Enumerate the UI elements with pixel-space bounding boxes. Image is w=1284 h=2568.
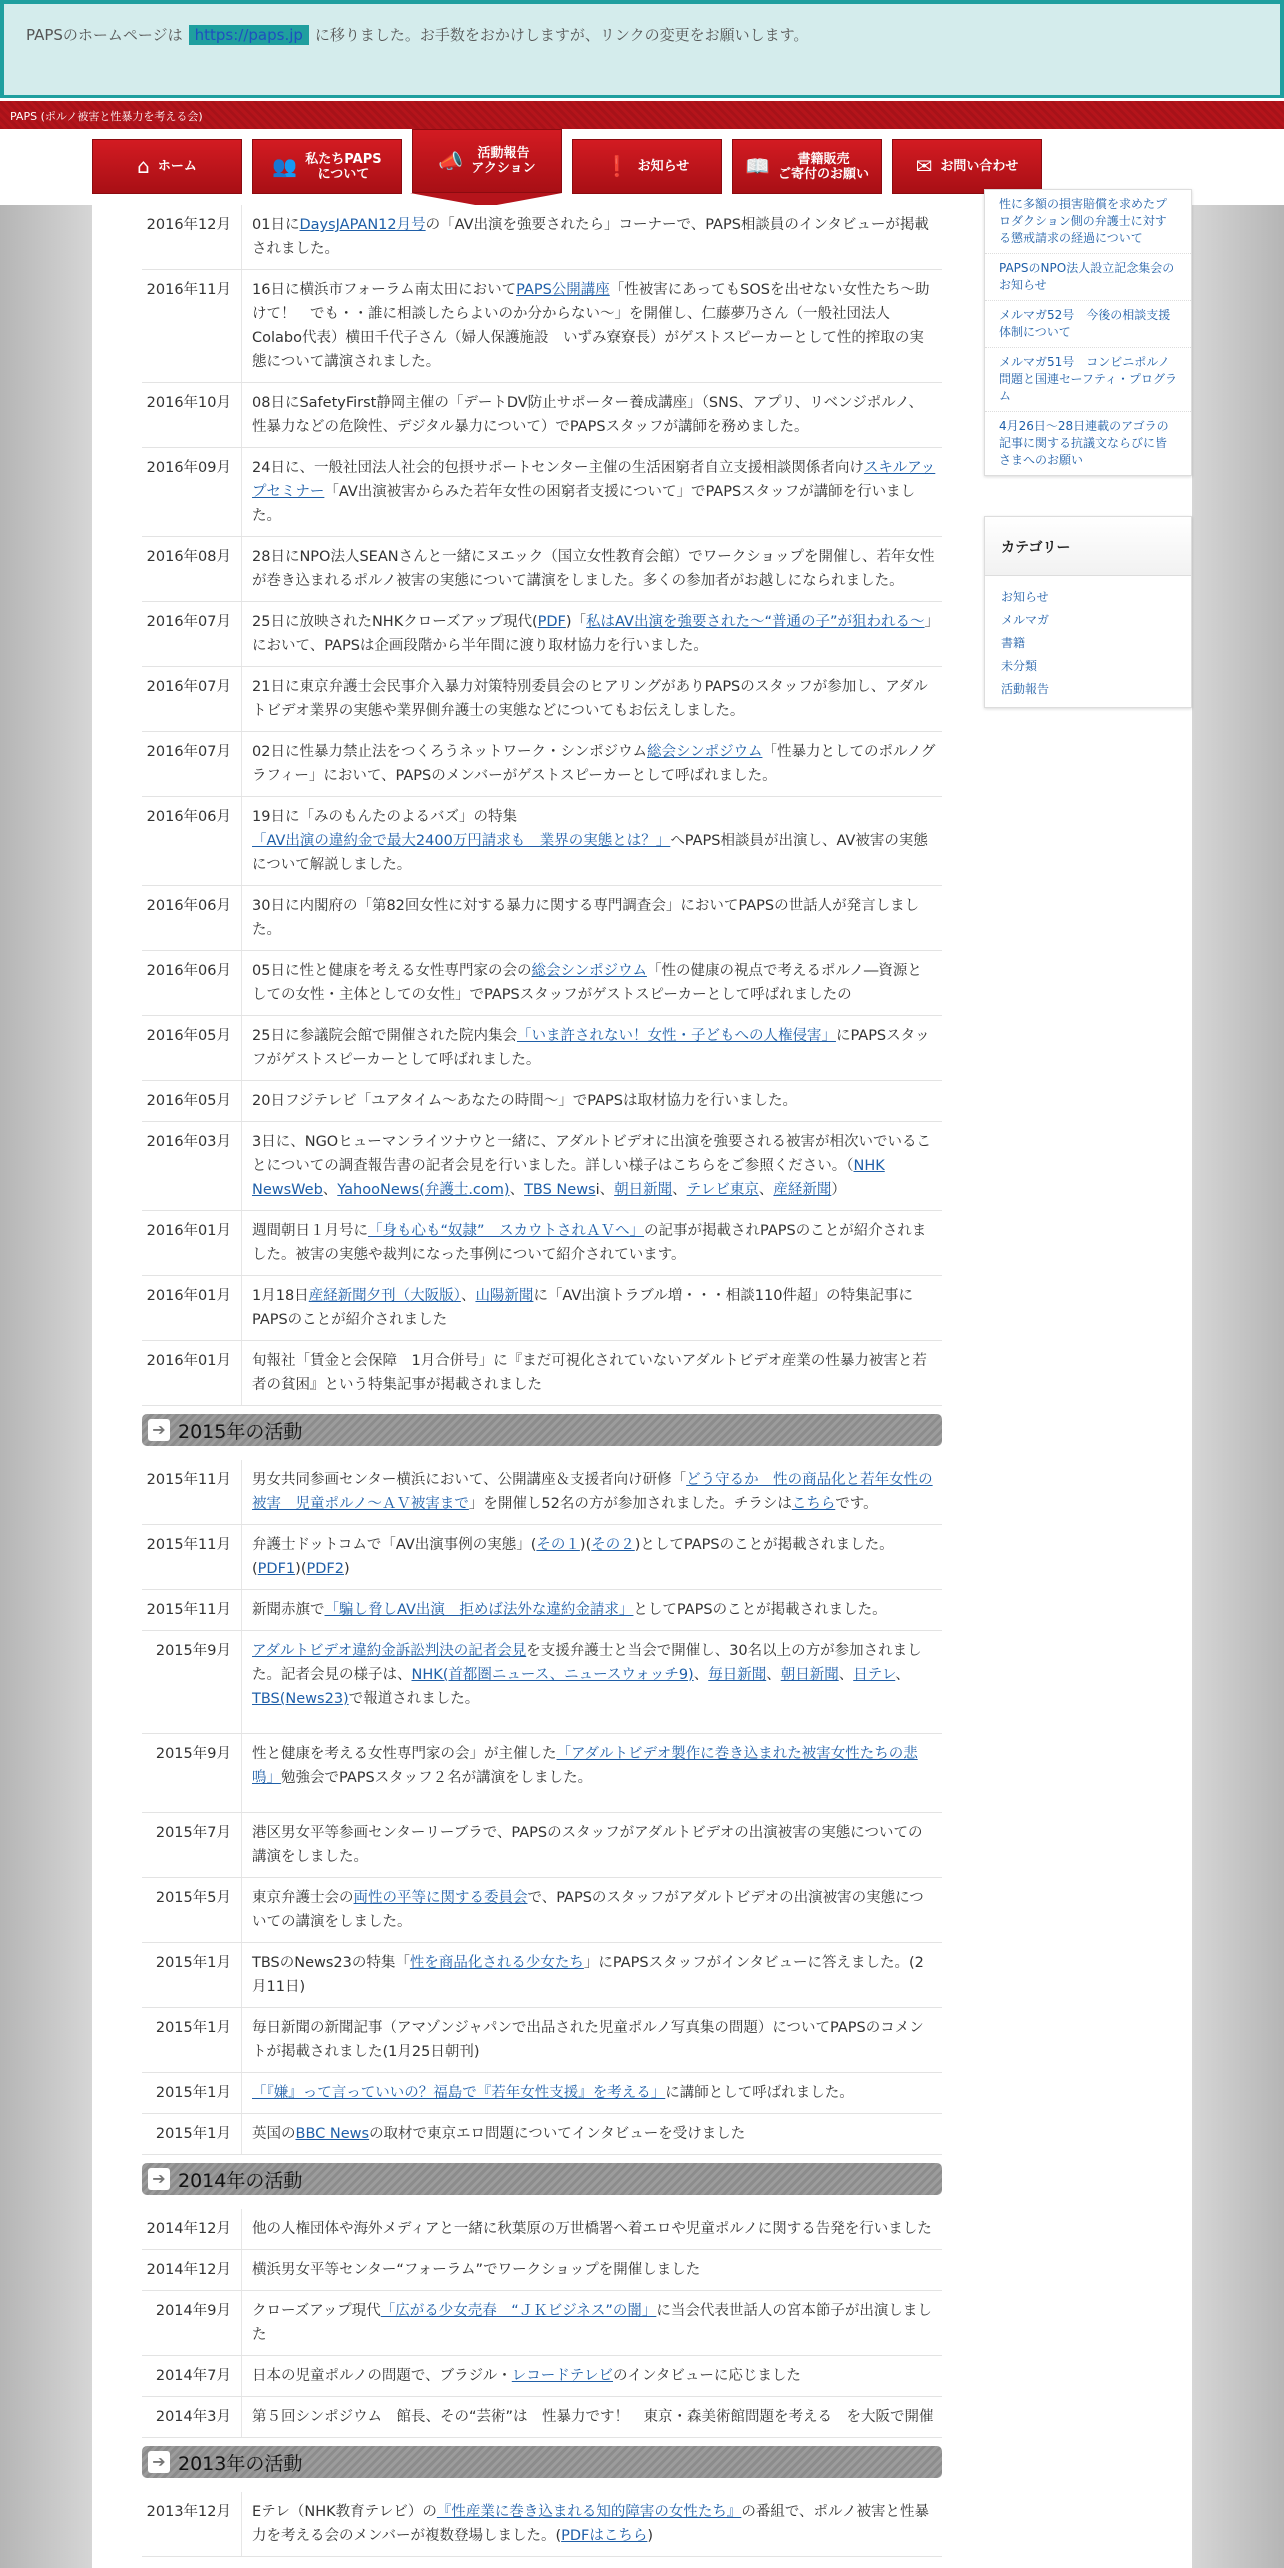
activity-row bbox=[142, 205, 942, 270]
recent-post-link[interactable]: PAPSのNPO法人設立記念集会のお知らせ bbox=[985, 254, 1191, 301]
activity-link[interactable]: 総会シンポジウム bbox=[531, 963, 647, 979]
section-heading-2014 bbox=[142, 2163, 942, 2195]
activity-text-fragment: 東京弁護士会の bbox=[252, 1890, 354, 1906]
activity-link[interactable]: PDF bbox=[537, 614, 566, 630]
activity-text-fragment: 港区男女平等参画センターリーブラで、PAPSのスタッフがアダルトビデオの出演被害の実態についての講演をしました。 bbox=[252, 1825, 923, 1865]
activity-text bbox=[242, 2008, 942, 2072]
activity-date: 2016年07月 bbox=[142, 602, 242, 666]
activity-row bbox=[142, 1122, 942, 1211]
activity-link[interactable]: BBC News bbox=[295, 2126, 370, 2142]
activity-text bbox=[242, 2250, 942, 2290]
activity-text bbox=[242, 2073, 942, 2113]
activity-date: 2015年11月 bbox=[142, 1590, 242, 1630]
activity-link[interactable]: スキルアップセミナー bbox=[252, 460, 936, 500]
activity-text-fragment: クローズアップ現代 bbox=[252, 2303, 381, 2319]
activity-row bbox=[142, 1211, 942, 1276]
redirect-notice-banner bbox=[0, 0, 1284, 98]
activity-date: 2014年3月 bbox=[142, 2397, 242, 2437]
activity-link[interactable]: PDFはこちら bbox=[561, 2528, 648, 2544]
activity-text-fragment: ) bbox=[647, 2528, 654, 2544]
arrow-right-icon: ➔ bbox=[148, 1419, 170, 1441]
activity-row bbox=[142, 732, 942, 797]
activity-text-fragment: 他の人権団体や海外メディアと一緒に秋葉原の万世橋署へ着エロや児童ポルノに関する告発を行いました bbox=[252, 2221, 932, 2237]
activity-link[interactable]: 両性の平等に関する委員会 bbox=[353, 1890, 528, 1906]
main-area bbox=[92, 197, 1192, 2568]
category-link[interactable]: メルマガ bbox=[1001, 613, 1050, 627]
activity-date: 2016年03月 bbox=[142, 1122, 242, 1210]
activity-text-fragment: 」において、PAPSは企画段階から半年間に渡り取材協力を行いました。 bbox=[252, 614, 932, 654]
activity-date: 2015年9月 bbox=[142, 1631, 242, 1733]
activity-text-fragment: 「性被害にあってもSOSを出せない女性たち～助けて！ でも・・誰に相談したらよいのか分からない～」を開催し、仁藤夢乃さん（一般社団法人 Colabo代表）横田千代子さん（婦人保護施設 いずみ寮寮長）がゲストスピーカーとして性的搾取の実態について講演されました。 bbox=[252, 282, 930, 370]
activity-text bbox=[242, 1460, 942, 1524]
activity-text-fragment: 横浜男女平等センター“フォーラム”でワークショップを開催しました bbox=[252, 2262, 701, 2278]
activity-text-fragment: Eテレ（NHK教育テレビ）の bbox=[252, 2504, 437, 2520]
activity-link[interactable]: 山陽新聞 bbox=[475, 1288, 534, 1304]
activity-text-fragment: 」にPAPSスタッフがインタビューに答えました。(2月11日) bbox=[252, 1955, 924, 1995]
nav-item-2[interactable] bbox=[252, 139, 402, 194]
activity-date: 2015年5月 bbox=[142, 1878, 242, 1942]
activity-text-fragment: 」を開催し52名の方が参加されました。チラシは bbox=[468, 1496, 792, 1512]
activity-row bbox=[142, 2397, 942, 2438]
activity-text bbox=[242, 1122, 942, 1210]
category-widget-title: カテゴリー bbox=[985, 517, 1191, 576]
activity-link[interactable]: 「身も心も“奴隷” スカウトされＡＶへ」 bbox=[368, 1223, 645, 1239]
sidebar bbox=[984, 197, 1192, 708]
activity-row bbox=[142, 2356, 942, 2397]
activity-row bbox=[142, 667, 942, 732]
activity-text-fragment: です。 bbox=[835, 1496, 878, 1512]
site-title[interactable]: PAPS (ポルノ被害と性暴力を考える会) bbox=[10, 110, 203, 123]
activity-date: 2015年1月 bbox=[142, 2073, 242, 2113]
activity-text bbox=[242, 1943, 942, 2007]
activity-row bbox=[142, 270, 942, 383]
arrow-right-icon: ➔ bbox=[148, 2451, 170, 2473]
activity-text-fragment: 02日に性暴力禁止法をつくろうネットワーク・シンポジウム bbox=[252, 744, 647, 760]
nav-item-4[interactable] bbox=[572, 139, 722, 194]
home-icon: ⌂ bbox=[137, 154, 150, 178]
activity-text-fragment: 、 bbox=[672, 1182, 687, 1198]
activity-text-fragment: 男女共同参画センター横浜において、公開講座＆支援者向け研修「 bbox=[252, 1472, 687, 1488]
activity-text-fragment: 「性暴力としてのポルノグラフィー」において、PAPSのメンバーがゲストスピーカーとして呼ばれました。 bbox=[252, 744, 936, 784]
activity-text-fragment: 、 bbox=[460, 1288, 476, 1304]
activity-text bbox=[242, 2209, 942, 2249]
activity-text-fragment: の番組で、ポルノ被害と性暴力を考える会のメンバーが複数登場しました。( bbox=[252, 2504, 929, 2544]
activity-date: 2015年11月 bbox=[142, 1525, 242, 1589]
activity-text-fragment: 「AV出演被害からみた若年女性の困窮者支援について」でPAPSスタッフが講師を行いました。 bbox=[252, 484, 916, 524]
activity-date: 2016年11月 bbox=[142, 270, 242, 382]
activity-text bbox=[242, 797, 942, 885]
activity-date: 2014年12月 bbox=[142, 2250, 242, 2290]
activity-link[interactable]: どう守るか 性の商品化と若年女性の被害 児童ポルノ～ＡＶ被害まで bbox=[252, 1472, 933, 1512]
recent-post-link[interactable]: メルマガ51号 コンビニポルノ問題と国連セーフティ・プログラム bbox=[985, 348, 1191, 412]
activity-text bbox=[242, 1878, 942, 1942]
activity-link[interactable]: NHK NewsWeb bbox=[252, 1158, 885, 1198]
activity-row bbox=[142, 1525, 942, 1590]
recent-post-link[interactable]: メルマガ52号 今後の相談支援体制について bbox=[985, 301, 1191, 348]
activity-text-fragment: 日本の児童ポルノの問題で、ブラジル・ bbox=[252, 2368, 512, 2384]
activity-text-fragment: の記事が掲載されPAPSのことが紹介されました。被害の実態や裁判になった事例について紹介されています。 bbox=[252, 1223, 927, 1263]
activity-link[interactable]: 朝日新聞 bbox=[780, 1667, 839, 1683]
activity-text-fragment: TBSのNews23の特集「 bbox=[252, 1955, 410, 1971]
activity-text bbox=[242, 2356, 942, 2396]
activity-date: 2015年1月 bbox=[142, 2008, 242, 2072]
activity-text-fragment: )としてPAPSのことが掲載されました。( bbox=[252, 1537, 894, 1577]
activity-table-2016 bbox=[142, 205, 942, 1406]
activity-text bbox=[242, 602, 942, 666]
activity-link[interactable]: 毎日新聞 bbox=[708, 1667, 767, 1683]
activity-date: 2016年05月 bbox=[142, 1081, 242, 1121]
category-list bbox=[985, 576, 1191, 707]
activity-text bbox=[242, 1211, 942, 1275]
activity-row bbox=[142, 1276, 942, 1341]
activity-link[interactable]: 私はAV出演を強要された～“普通の子”が狙われる～ bbox=[586, 614, 925, 630]
book-icon: 📖 bbox=[745, 154, 770, 178]
activity-row bbox=[142, 2073, 942, 2114]
activity-text bbox=[242, 732, 942, 796]
activity-date: 2016年09月 bbox=[142, 448, 242, 536]
activity-text-fragment: 30日に内閣府の「第82回女性に対する暴力に関する専門調査会」においてPAPSの世話人が発言しました。 bbox=[252, 898, 920, 938]
activity-row bbox=[142, 2114, 942, 2155]
activity-date: 2014年9月 bbox=[142, 2291, 242, 2355]
activity-link[interactable]: PDF2 bbox=[306, 1561, 344, 1577]
nav-item-label: お知らせ bbox=[637, 159, 690, 174]
category-link[interactable]: 未分類 bbox=[1001, 659, 1038, 673]
nav-item-3[interactable] bbox=[412, 129, 562, 193]
activity-text-fragment: 、 bbox=[895, 1667, 910, 1683]
activity-link[interactable]: レコードテレビ bbox=[511, 2368, 613, 2384]
section-heading-text: 2015年の活動 bbox=[178, 1420, 303, 1443]
activity-text bbox=[242, 1631, 942, 1733]
activity-text bbox=[242, 1341, 942, 1405]
activity-table-2014 bbox=[142, 2209, 942, 2438]
activity-link[interactable]: 「騙し脅しAV出演 拒めば法外な違約金請求」 bbox=[324, 1602, 634, 1618]
activity-text-fragment: 、 bbox=[766, 1667, 781, 1683]
activity-link[interactable]: 産経新聞 bbox=[773, 1182, 832, 1198]
activity-row bbox=[142, 602, 942, 667]
activity-date: 2013年12月 bbox=[142, 2492, 242, 2556]
activity-date: 2016年01月 bbox=[142, 1211, 242, 1275]
activity-text bbox=[242, 2492, 942, 2556]
activity-link[interactable]: 朝日新聞 bbox=[614, 1182, 673, 1198]
category-link[interactable]: 活動報告 bbox=[1001, 682, 1050, 696]
activity-text-fragment: を支援弁護士と当会で開催し、30名以上の方が参加されました。記者会見の様子は、 bbox=[252, 1643, 922, 1683]
activity-text bbox=[242, 2114, 942, 2154]
activity-link[interactable]: 産経新聞夕刊（大阪版） bbox=[308, 1288, 461, 1304]
activity-text bbox=[242, 1081, 942, 1121]
activity-text-fragment: としてPAPSのことが掲載されました。 bbox=[633, 1602, 887, 1618]
activity-date: 2015年1月 bbox=[142, 2114, 242, 2154]
activity-link[interactable]: PDF1 bbox=[257, 1561, 296, 1577]
activity-link[interactable]: 「AV出演の違約金で最大2400万円請求も 業界の実態とは？」 bbox=[252, 833, 671, 849]
activity-row bbox=[142, 448, 942, 537]
activity-text bbox=[242, 270, 942, 382]
activity-date: 2016年08月 bbox=[142, 537, 242, 601]
activity-link[interactable]: TBS(News23) bbox=[252, 1691, 349, 1707]
activity-text bbox=[242, 886, 942, 950]
activity-table-2013 bbox=[142, 2492, 942, 2557]
activity-text-fragment: 24日に、一般社団法人社会的包摂サポートセンター主催の生活困窮者自立支援相談関係者向け bbox=[252, 460, 864, 476]
activity-row bbox=[142, 1460, 942, 1525]
activity-text bbox=[242, 1525, 942, 1589]
activity-text-fragment: 、 bbox=[758, 1182, 774, 1198]
activity-text-fragment: 1月18日 bbox=[252, 1288, 309, 1304]
activity-link[interactable]: 「『嫌』って言っていいの？福島で『若年女性支援』を考える」 bbox=[252, 2085, 666, 2101]
activity-text-fragment: 25日に参議院会館で開催された院内集会 bbox=[252, 1028, 517, 1044]
nav-item-label: 書籍販売 ご寄付のお願い bbox=[777, 151, 869, 182]
activity-text-fragment: に講師として呼ばれました。 bbox=[665, 2085, 854, 2101]
activity-text-fragment: 旬報社「賃金と会保障 1月合併号」に『まだ可視化されていないアダルトビデオ産業の性暴力被害と若者の貧困』という特集記事が掲載されました bbox=[252, 1353, 927, 1393]
activity-row bbox=[142, 1341, 942, 1406]
activity-text-fragment: )( bbox=[295, 1561, 307, 1577]
nav-item-label: 活動報告 アクション bbox=[471, 146, 536, 176]
activity-text-fragment: ) bbox=[343, 1561, 350, 1577]
nav-item-6[interactable] bbox=[892, 139, 1042, 194]
recent-post-link[interactable]: 4月26日〜28日連載のアゴラの記事に関する抗議文ならびに皆さまへのお願い bbox=[999, 419, 1169, 467]
activity-text bbox=[242, 667, 942, 731]
activity-text bbox=[242, 448, 942, 536]
activity-text-fragment: 週間朝日１月号に bbox=[252, 1223, 368, 1239]
activity-link[interactable]: その２ bbox=[591, 1537, 635, 1553]
activity-text bbox=[242, 1016, 942, 1080]
activity-date: 2016年12月 bbox=[142, 205, 242, 269]
activity-text bbox=[242, 1590, 942, 1630]
activity-text-fragment: 3日に、NGOヒューマンライツナウと一緒に、アダルトビデオに出演を強要される被害が相次いでいることについての調査報告書の記者会見を行いました。詳しい様子はこちらをご参照ください。（ bbox=[252, 1134, 931, 1174]
activity-link[interactable]: YahooNews(弁護士.com) bbox=[337, 1182, 510, 1198]
activity-link[interactable]: PAPS公開講座 bbox=[516, 282, 610, 298]
activity-text-fragment: 05日に性と健康を考える女性専門家の会の bbox=[252, 963, 532, 979]
section-heading-text: 2013年の活動 bbox=[178, 2452, 303, 2475]
activity-text bbox=[242, 383, 942, 447]
activity-text-fragment: 16日に横浜市フォーラム南太田において bbox=[252, 282, 517, 298]
activity-text-fragment: に「AV出演トラブル増・・・相談110件超」の特集記事にPAPSのことが紹介されました bbox=[252, 1288, 913, 1328]
category-link[interactable]: 書籍 bbox=[1001, 636, 1026, 650]
activity-text-fragment: 、 bbox=[838, 1667, 854, 1683]
page-background-left bbox=[0, 205, 92, 2568]
activity-link[interactable]: 「アダルトビデオ製作に巻き込まれた被害女性たちの悲鳴」 bbox=[252, 1746, 918, 1786]
activity-date: 2016年01月 bbox=[142, 1341, 242, 1405]
activity-text-fragment: の取材で東京エロ問題についてインタビューを受けました bbox=[369, 2126, 746, 2142]
activity-link[interactable]: テレビ東京 bbox=[686, 1182, 759, 1198]
activity-table-2015 bbox=[142, 1460, 942, 2155]
activity-row bbox=[142, 1878, 942, 1943]
activity-text bbox=[242, 1813, 942, 1877]
activity-text-fragment: 性と健康を考える女性専門家の会」が主催した bbox=[252, 1746, 557, 1762]
activity-link[interactable]: アダルトビデオ違約金訴訟判決の記者会見 bbox=[252, 1643, 527, 1659]
activity-text-fragment: で、PAPSのスタッフがアダルトビデオの出演被害の実態についての講演をしました。 bbox=[252, 1890, 924, 1930]
activity-row bbox=[142, 951, 942, 1016]
activity-row bbox=[142, 1631, 942, 1734]
activity-text-fragment: で報道されました。 bbox=[348, 1691, 480, 1707]
activity-text-fragment: 毎日新聞の新聞記事（アマゾンジャパンで出品された児童ポルノ写真集の問題）についてPAPSのコメントが掲載されました(1月25日朝刊) bbox=[252, 2020, 924, 2060]
activity-date: 2016年06月 bbox=[142, 886, 242, 950]
activity-row bbox=[142, 2008, 942, 2073]
activity-date: 2015年9月 bbox=[142, 1734, 242, 1812]
activity-text-fragment: の「AV出演を強要されたら」コーナーで、PAPS相談員のインタビューが掲載されました。 bbox=[252, 217, 929, 257]
category-link[interactable]: お知らせ bbox=[1001, 590, 1049, 604]
activity-row bbox=[142, 383, 942, 448]
activity-date: 2016年10月 bbox=[142, 383, 242, 447]
activity-text-fragment: 、 bbox=[693, 1667, 709, 1683]
activity-text-fragment: 第５回シンポジウム 館長、その“芸術”は 性暴力です！ 東京・森美術館問題を考える を大阪で開催 bbox=[252, 2409, 934, 2425]
alert-icon: ❗ bbox=[604, 154, 630, 178]
activity-text-fragment: へPAPS相談員が出演し、AV被害の実態について解説しました。 bbox=[252, 833, 928, 873]
activity-row bbox=[142, 1734, 942, 1813]
activity-text-fragment: 25日に放映されたNHKクローズアップ現代( bbox=[252, 614, 538, 630]
activity-text-fragment: i、 bbox=[595, 1182, 615, 1198]
page-background-right bbox=[1192, 205, 1284, 2568]
activity-row bbox=[142, 797, 942, 886]
category-widget bbox=[984, 516, 1192, 708]
section-heading-2013 bbox=[142, 2446, 942, 2478]
arrow-right-icon: ➔ bbox=[148, 2168, 170, 2190]
activity-date: 2016年06月 bbox=[142, 797, 242, 885]
activity-text-fragment: ） bbox=[831, 1182, 846, 1198]
activity-text bbox=[242, 205, 942, 269]
nav-item-label: ホーム bbox=[157, 159, 197, 174]
recent-posts-widget bbox=[984, 189, 1192, 476]
activity-link[interactable]: 日テレ bbox=[853, 1667, 896, 1683]
activity-link[interactable]: こちら bbox=[791, 1496, 836, 1512]
activity-text-fragment: 20日フジテレビ「ユアタイム〜あなたの時間〜」でPAPSは取材協力を行いました。 bbox=[252, 1093, 797, 1109]
section-heading-text: 2014年の活動 bbox=[178, 2169, 303, 2192]
activity-text-fragment: 08日にSafetyFirst静岡主催の「デートDV防止サポーター養成講座」（SNS、アプリ、リベンジポルノ、性暴力などの危険性、デジタル暴力について）でPAPSスタッフが講師を務めました。 bbox=[252, 395, 923, 435]
activity-date: 2014年7月 bbox=[142, 2356, 242, 2396]
activity-list bbox=[142, 205, 942, 2557]
header-bar bbox=[0, 101, 1284, 129]
activity-text-fragment: 弁護士ドットコムで「AV出演事例の実態」( bbox=[252, 1537, 537, 1553]
nav-item-label: 私たちPAPS について bbox=[305, 151, 382, 182]
activity-text bbox=[242, 2291, 942, 2355]
nav-item-label: お問い合わせ bbox=[940, 159, 1019, 174]
nav-item-5[interactable] bbox=[732, 139, 882, 194]
activity-row bbox=[142, 1813, 942, 1878]
activity-text-fragment: 01日に bbox=[252, 217, 300, 233]
activity-text-fragment: 19日に「みのもんたのよるバズ」の特集 bbox=[252, 809, 517, 825]
activity-link[interactable]: 総会シンポジウム bbox=[646, 744, 763, 760]
activity-row bbox=[142, 1590, 942, 1631]
activity-date: 2016年07月 bbox=[142, 732, 242, 796]
activity-text-fragment: 勉強会でPAPSスタッフ２名が講演をしました。 bbox=[281, 1770, 593, 1786]
activity-text-fragment: 21日に東京弁護士会民事介入暴力対策特別委員会のヒアリングがありPAPSのスタッフが参加し、アダルトビデオ業界の実態や業界側弁護士の実態などについてもお伝えしました。 bbox=[252, 679, 928, 719]
activity-date: 2016年07月 bbox=[142, 667, 242, 731]
activity-text bbox=[242, 1734, 942, 1812]
activity-row bbox=[142, 886, 942, 951]
activity-row bbox=[142, 1016, 942, 1081]
activity-row bbox=[142, 2250, 942, 2291]
notice-suffix: に移りました。お手数をおかけしますが、リンクの変更をお願いします。 bbox=[314, 26, 809, 44]
section-heading-2015 bbox=[142, 1414, 942, 1446]
recent-post-link[interactable]: 性に多額の損害賠償を求めたプロダクション側の弁護士に対する懲戒請求の経過について bbox=[985, 190, 1191, 254]
megaphone-icon: 📣 bbox=[438, 148, 464, 173]
activity-link[interactable]: TBS News bbox=[524, 1182, 596, 1198]
activity-text-fragment: 28日にNPO法人SEANさんと一緒にヌエック（国立女性教育会館）でワークショップを開催し、若年女性が巻き込まれるポルノ被害の実態について講演をしました。多くの参加者がお越しになられました。 bbox=[252, 549, 935, 589]
activity-text bbox=[242, 537, 942, 601]
activity-text-fragment: 、 bbox=[322, 1182, 338, 1198]
activity-link[interactable]: 「いま許されない！女性・子どもへの人権侵害」 bbox=[516, 1028, 836, 1044]
activity-date: 2015年1月 bbox=[142, 1943, 242, 2007]
activity-link[interactable]: DaysJAPAN12月号 bbox=[299, 217, 426, 233]
activity-text bbox=[242, 1276, 942, 1340]
activity-date: 2015年11月 bbox=[142, 1460, 242, 1524]
activity-row bbox=[142, 2492, 942, 2557]
activity-link[interactable]: 性を商品化される少女たち bbox=[409, 1955, 584, 1971]
activity-text-fragment: )「 bbox=[565, 614, 587, 630]
mail-icon: ✉ bbox=[915, 154, 933, 178]
activity-text-fragment: に当会代表世話人の宮本節子が出演しました bbox=[252, 2303, 932, 2343]
activity-link[interactable]: NHK(首都圏ニュース、ニュースウォッチ9) bbox=[411, 1667, 694, 1683]
notice-prefix: PAPSのホームページは bbox=[26, 26, 183, 44]
activity-row bbox=[142, 2209, 942, 2250]
activity-text-fragment: のインタビューに応じました bbox=[613, 2368, 801, 2384]
activity-date: 2016年01月 bbox=[142, 1276, 242, 1340]
activity-text-fragment: にPAPSスタッフがゲストスピーカーとして呼ばれました。 bbox=[252, 1028, 930, 1068]
people-icon: 👥 bbox=[272, 154, 298, 178]
activity-date: 2015年7月 bbox=[142, 1813, 242, 1877]
notice-link[interactable]: https://paps.jp bbox=[189, 25, 309, 45]
activity-text bbox=[242, 951, 942, 1015]
activity-link[interactable]: 「広がる少女売春 “ＪＫビジネス”の闇」 bbox=[380, 2303, 657, 2319]
activity-link[interactable]: その１ bbox=[536, 1537, 580, 1553]
activity-text-fragment: 「性の健康の視点で考えるポルノ―資源としての女性・主体としての女性」でPAPSスタッフがゲストスピーカーとして呼ばれましたの bbox=[252, 963, 922, 1003]
activity-row bbox=[142, 1081, 942, 1122]
activity-text-fragment: )( bbox=[579, 1537, 592, 1553]
activity-text-fragment: 、 bbox=[509, 1182, 525, 1198]
activity-text-fragment: 英国の bbox=[252, 2126, 296, 2142]
activity-date: 2016年06月 bbox=[142, 951, 242, 1015]
activity-text bbox=[242, 2397, 942, 2437]
activity-row bbox=[142, 537, 942, 602]
activity-row bbox=[142, 1943, 942, 2008]
activity-date: 2016年05月 bbox=[142, 1016, 242, 1080]
activity-text-fragment: 新聞赤旗で bbox=[252, 1602, 325, 1618]
nav-item-1[interactable] bbox=[92, 139, 242, 194]
activity-link[interactable]: 『性産業に巻き込まれる知的障害の女性たち』 bbox=[436, 2504, 742, 2520]
activity-date: 2014年12月 bbox=[142, 2209, 242, 2249]
activity-row bbox=[142, 2291, 942, 2356]
